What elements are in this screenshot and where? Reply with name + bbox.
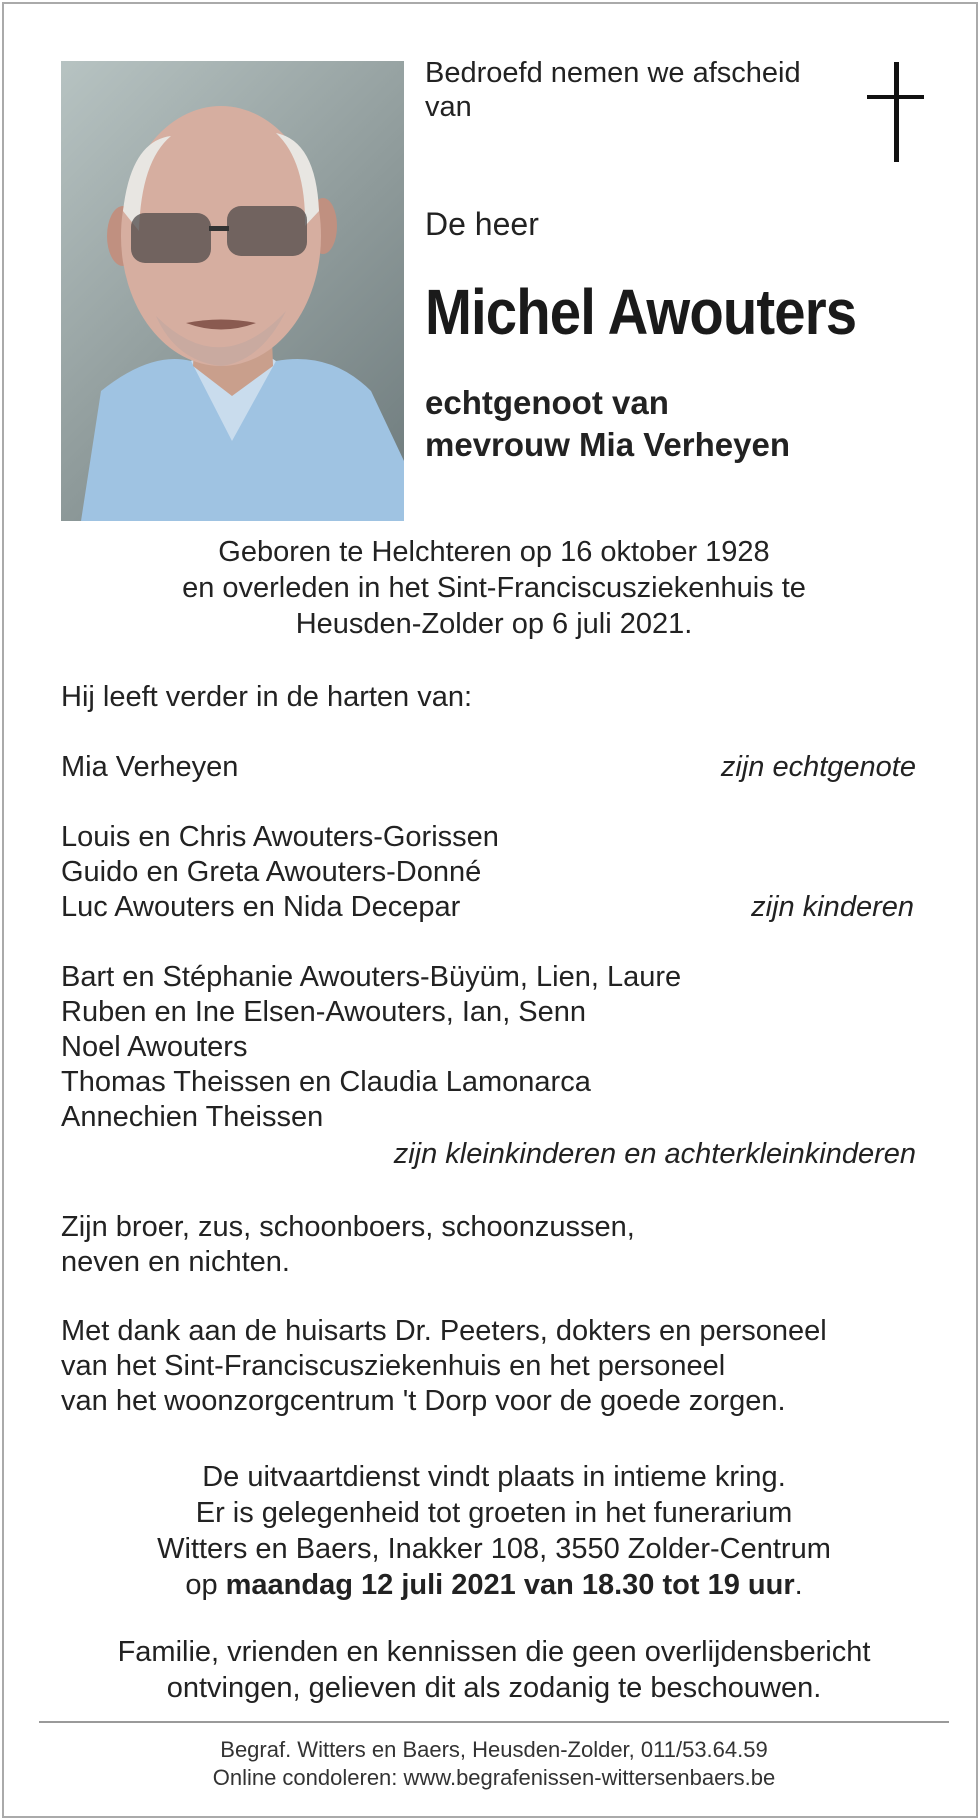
footer xyxy=(4,1736,980,1792)
wife-relation: zijn echtgenote xyxy=(720,751,916,783)
cross-icon xyxy=(867,62,927,164)
grandchildren-list: Bart en Stéphanie Awouters-Büyüm, Lien, Laure Ruben en Ine Elsen-Awouters, Ian, Senn Noel Awouters Thomas Theissen en Claudia Lamonarca Annechien Theissen xyxy=(61,961,682,1133)
service-text: De uitvaartdienst vindt plaats in intieme kring. Er is gelegenheid tot groeten in het funerarium Witters en Baers, Inakker 108, 3550 Zolder-Centrum op maandag 12 juli 2021 van 18.30 tot 19 uur. xyxy=(4,1459,980,1603)
notice-text: Familie, vrienden en kennissen die geen overlijdensbericht ontvingen, gelieven dit als zodanig te beschouwen. xyxy=(117,1636,871,1704)
grandchildren-relation: zijn kleinkinderen en achterkleinkinderen xyxy=(393,1138,916,1170)
children-relation: zijn kinderen xyxy=(751,891,914,923)
siblings-text: Zijn broer, zus, schoonboers, schoonzussen, neven en nichten. xyxy=(61,1211,635,1278)
lives-on-heading: Hij leeft verder in de harten van: xyxy=(61,681,473,713)
salutation: De heer xyxy=(425,206,539,242)
undertaker-info: Begraf. Witters en Baers, Heusden-Zolder, 011/53.64.59 xyxy=(220,1737,768,1762)
spouse-text: echtgenoot van mevrouw Mia Verheyen xyxy=(425,384,790,463)
wife-name: Mia Verheyen xyxy=(61,751,239,783)
intro-text: Bedroefd nemen we afscheid van xyxy=(425,57,801,123)
service-date-time: maandag 12 juli 2021 van 18.30 tot 19 uur xyxy=(225,1569,795,1601)
footer-divider xyxy=(39,1721,949,1723)
obituary-card xyxy=(2,2,978,1818)
thanks-text: Met dank aan de huisarts Dr. Peeters, dokters en personeel van het Sint-Franciscusziekenhuis en het personeel van het woonzorgcentrum 't Dorp voor de goede zorgen. xyxy=(61,1315,827,1417)
deceased-name: Michel Awouters xyxy=(425,276,857,348)
online-condolence-link[interactable]: Online condoleren: www.begrafenissen-wittersenbaers.be xyxy=(212,1765,776,1790)
service-when: op maandag 12 juli 2021 van 18.30 tot 19 uur. xyxy=(185,1569,803,1601)
birth-death-text: Geboren te Helchteren op 16 oktober 1928 en overleden in het Sint-Franciscusziekenhuis te Heusden-Zolder op 6 juli 2021. xyxy=(182,536,806,640)
children-list: Louis en Chris Awouters-Gorissen Guido en Greta Awouters-Donné Luc Awouters en Nida Decepar xyxy=(61,821,499,923)
portrait-photo xyxy=(61,61,404,521)
